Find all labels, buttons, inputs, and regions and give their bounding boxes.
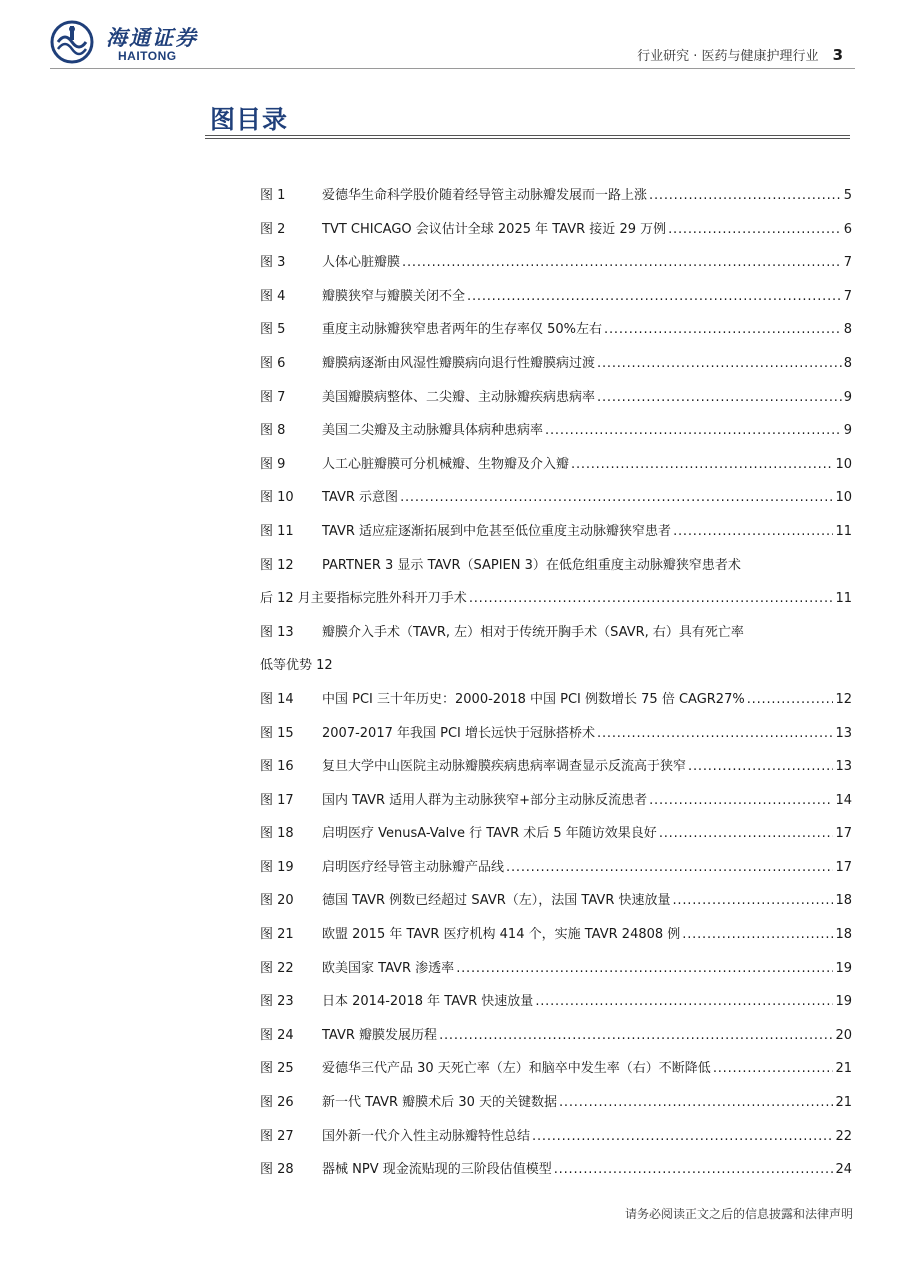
toc-entry[interactable]	[260, 817, 852, 851]
figure-number: 图 28	[260, 1162, 294, 1178]
page-ref: 13	[835, 725, 852, 741]
page-ref: 9	[843, 389, 852, 405]
figure-caption-continued: 低等优势 12	[260, 658, 333, 674]
title-rule	[205, 135, 850, 136]
figure-caption: 新一代 TAVR 瓣膜术后 30 天的关键数据	[322, 1095, 557, 1111]
toc-entry[interactable]	[260, 884, 852, 918]
page-ref: 19	[835, 994, 852, 1010]
leader-dots	[554, 1153, 834, 1187]
figure-caption: 重度主动脉瓣狭窄患者两年的生存率仅 50%左右	[322, 322, 603, 338]
leader-dots	[535, 985, 833, 1019]
figure-number: 图 12	[260, 557, 294, 573]
page-ref: 19	[835, 960, 852, 976]
figure-number: 图 13	[260, 624, 294, 640]
leader-dots	[668, 213, 842, 247]
haitong-emblem-icon	[50, 20, 96, 64]
figure-number: 图 10	[260, 490, 294, 506]
page-ref: 12	[835, 691, 852, 707]
leader-dots	[400, 481, 833, 515]
leader-dots	[402, 246, 842, 280]
figure-caption: 美国瓣膜病整体、二尖瓣、主动脉瓣疾病患病率	[322, 389, 596, 405]
figure-caption: TAVR 示意图	[322, 490, 399, 506]
leader-dots	[571, 448, 833, 482]
figure-caption: 德国 TAVR 例数已经超过 SAVR（左），法国 TAVR 快速放量	[322, 893, 671, 909]
footer-disclaimer: 请务必阅读正文之后的信息披露和法律声明	[624, 1207, 853, 1221]
page-ref: 17	[835, 826, 852, 842]
figure-number: 图 17	[260, 792, 294, 808]
leader-dots	[545, 414, 842, 448]
page-ref: 24	[835, 1162, 852, 1178]
figure-number: 图 2	[260, 221, 286, 237]
toc-entry[interactable]	[260, 1153, 852, 1187]
toc-entry[interactable]	[260, 918, 852, 952]
page-ref: 10	[835, 456, 852, 472]
leader-dots	[597, 347, 842, 381]
toc-entry[interactable]	[260, 179, 852, 213]
leader-dots	[469, 582, 834, 616]
figure-number: 图 25	[260, 1061, 294, 1077]
leader-dots	[559, 1086, 833, 1120]
title-rule-double	[205, 138, 850, 139]
page-ref: 14	[835, 792, 852, 808]
figure-number: 图 15	[260, 725, 294, 741]
toc-entry[interactable]	[260, 213, 852, 247]
figure-number: 图 9	[260, 456, 286, 472]
figure-number: 图 19	[260, 859, 294, 875]
figure-caption: 启明医疗 VenusA-Valve 行 TAVR 术后 5 年随访效果良好	[322, 826, 657, 842]
leader-dots	[673, 515, 833, 549]
figure-caption: TAVR 适应症逐渐拓展到中危甚至低位重度主动脉瓣狭窄患者	[322, 523, 672, 539]
toc-entry[interactable]	[260, 851, 852, 885]
figure-caption: 欧美国家 TAVR 渗透率	[322, 960, 455, 976]
figure-number: 图 14	[260, 691, 294, 707]
figure-number: 图 26	[260, 1095, 294, 1111]
figure-caption: 人体心脏瓣膜	[322, 255, 401, 271]
page-ref: 20	[835, 1027, 852, 1043]
figure-caption: 欧盟 2015 年 TAVR 医疗机构 414 个，实施 TAVR 24808 例	[322, 927, 681, 943]
figure-caption: 启明医疗经导管主动脉瓣产品线	[322, 859, 505, 875]
toc-entry[interactable]	[260, 1019, 852, 1053]
page-ref: 13	[835, 759, 852, 775]
figure-number: 图 11	[260, 523, 294, 539]
figure-number: 图 20	[260, 893, 294, 909]
leader-dots	[672, 884, 833, 918]
figure-caption: TVT CHICAGO 会议估计全球 2025 年 TAVR 接近 29 万例	[322, 221, 667, 237]
page-ref: 21	[835, 1061, 852, 1077]
leader-dots	[467, 280, 842, 314]
figure-caption: 瓣膜病逐渐由风湿性瓣膜病向退行性瓣膜病过渡	[322, 355, 596, 371]
leader-dots	[649, 179, 842, 213]
toc-entry[interactable]	[260, 549, 852, 583]
figure-number: 图 7	[260, 389, 286, 405]
figure-number: 图 18	[260, 826, 294, 842]
figure-number: 图 23	[260, 994, 294, 1010]
figure-caption: 日本 2014-2018 年 TAVR 快速放量	[322, 994, 534, 1010]
toc-entry[interactable]	[260, 246, 852, 280]
figure-caption: 美国二尖瓣及主动脉瓣具体病种患病率	[322, 423, 544, 439]
figure-number: 图 21	[260, 927, 294, 943]
haitong-logo	[50, 18, 220, 66]
figure-caption: 2007-2017 年我国 PCI 增长远快于冠脉搭桥术	[322, 725, 596, 741]
figure-number: 图 27	[260, 1128, 294, 1144]
page-ref: 7	[843, 255, 852, 271]
figure-caption: 中国 PCI 三十年历史：2000-2018 中国 PCI 例数增长 75 倍 CAGR27%	[322, 691, 745, 707]
toc-entry[interactable]	[260, 414, 852, 448]
toc-entry-continued[interactable]	[260, 582, 852, 616]
figure-caption-continued: 后 12 月主要指标完胜外科开刀手术	[260, 591, 467, 607]
toc-entry[interactable]	[260, 1086, 852, 1120]
figure-number: 图 4	[260, 288, 286, 304]
figure-number: 图 22	[260, 960, 294, 976]
figure-caption: 国内 TAVR 适用人群为主动脉狭窄+部分主动脉反流患者	[322, 792, 648, 808]
page-ref: 5	[843, 188, 852, 203]
toc-entry[interactable]	[260, 1120, 852, 1154]
page-ref: 11	[835, 523, 852, 539]
page-ref: 18	[835, 893, 852, 909]
leader-dots	[649, 784, 833, 818]
header-divider	[50, 68, 855, 69]
page-ref: 6	[843, 221, 852, 237]
figure-caption: 爱德华三代产品 30 天死亡率（左）和脑卒中发生率（右）不断降低	[322, 1061, 711, 1077]
page-ref: 17	[835, 859, 852, 875]
leader-dots	[456, 952, 833, 986]
toc-entry[interactable]	[260, 515, 852, 549]
toc-entry[interactable]	[260, 683, 852, 717]
figure-caption: PARTNER 3 显示 TAVR（SAPIEN 3）在低危组重度主动脉瓣狭窄患者术	[322, 557, 741, 573]
leader-dots	[713, 1052, 834, 1086]
leader-dots	[439, 1019, 833, 1053]
figure-number: 图 16	[260, 759, 294, 775]
leader-dots	[597, 717, 833, 751]
leader-dots	[597, 381, 842, 415]
leader-dots	[532, 1120, 833, 1154]
figure-number: 图 3	[260, 255, 286, 271]
figure-number: 图 6	[260, 355, 286, 371]
leader-dots	[604, 313, 842, 347]
page-ref: 21	[835, 1095, 852, 1111]
toc-entry-continued[interactable]	[260, 649, 852, 683]
page-ref: 22	[835, 1128, 852, 1144]
leader-dots	[659, 817, 834, 851]
figure-caption: TAVR 瓣膜发展历程	[322, 1027, 438, 1043]
page-ref: 7	[843, 288, 852, 304]
running-header	[637, 45, 843, 64]
leader-dots	[506, 851, 833, 885]
figure-number: 图 8	[260, 423, 286, 439]
figure-caption: 人工心脏瓣膜可分机械瓣、生物瓣及介入瓣	[322, 456, 570, 472]
figure-caption: 爱德华生命科学股价随着经导管主动脉瓣发展而一路上涨	[322, 188, 648, 203]
section-label: 行业研究 · 医药与健康护理行业	[637, 49, 819, 64]
leader-dots	[747, 683, 834, 717]
page-ref: 18	[835, 927, 852, 943]
leader-dots	[682, 918, 833, 952]
toc-entry[interactable]	[260, 717, 852, 751]
page-ref: 8	[843, 355, 852, 371]
toc-entry[interactable]	[260, 381, 852, 415]
page-ref: 9	[843, 423, 852, 439]
toc-entry[interactable]	[260, 481, 852, 515]
figure-caption: 瓣膜狭窄与瓣膜关闭不全	[322, 288, 466, 304]
figure-caption: 器械 NPV 现金流贴现的三阶段估值模型	[322, 1162, 552, 1178]
toc-entry[interactable]	[260, 347, 852, 381]
toc-entry[interactable]	[260, 280, 852, 314]
toc-entry[interactable]	[260, 448, 852, 482]
logo-english-name: HAITONG	[118, 49, 177, 63]
page-number: 3	[832, 46, 843, 64]
figure-number: 图 5	[260, 322, 286, 338]
toc-entry[interactable]	[260, 784, 852, 818]
toc-entry[interactable]	[260, 750, 852, 784]
toc-title: 图目录	[210, 105, 289, 134]
leader-dots	[688, 750, 833, 784]
page-ref: 11	[835, 591, 852, 607]
figure-caption: 国外新一代介入性主动脉瓣特性总结	[322, 1128, 531, 1144]
figure-number: 图 24	[260, 1027, 294, 1043]
figure-list	[260, 179, 852, 1187]
figure-number: 图 1	[260, 188, 286, 203]
toc-entry[interactable]	[260, 1052, 852, 1086]
page-ref: 8	[843, 322, 852, 338]
page-ref: 10	[835, 490, 852, 506]
toc-entry[interactable]	[260, 313, 852, 347]
toc-entry[interactable]	[260, 952, 852, 986]
figure-caption: 复旦大学中山医院主动脉瓣膜疾病患病率调查显示反流高于狭窄	[322, 759, 687, 775]
logo-chinese-name: 海通证券	[106, 25, 198, 50]
toc-entry[interactable]	[260, 616, 852, 650]
toc-entry[interactable]	[260, 985, 852, 1019]
figure-caption: 瓣膜介入手术（TAVR, 左）相对于传统开胸手术（SAVR, 右）具有死亡率	[322, 624, 744, 640]
